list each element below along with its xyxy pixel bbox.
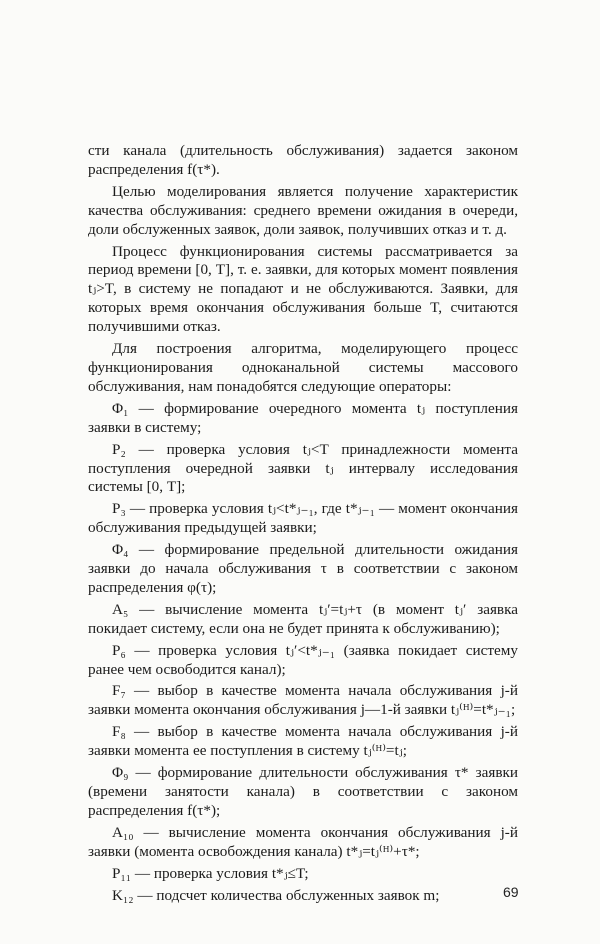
paragraph: Для построения алгоритма, моделирующего процесс функционирования одноканальной системы массового обслуживания, нам понадобятся следующие операторы: — [88, 340, 518, 395]
operator-item: Φ₄ — формирование предельной длительности ожидания заявки до начала обслуживания τ в соответствии с законом распределения φ(τ); — [88, 541, 518, 596]
operator-item: Φ₉ — формирование длительности обслуживания τ* заявки (времени занятости канала) в соответствии с законом распределения f(τ*); — [88, 764, 518, 819]
operator-item: P₆ — проверка условия tⱼ′<t*ⱼ₋₁ (заявка покидает систему ранее чем освободится канал); — [88, 641, 518, 678]
paragraph: Процесс функционирования системы рассматривается за период времени [0, T], т. е. заявки, для которых момент появления tⱼ>T, в систему не попадают и не обслуживаются. Заявки, для которых время окончания обслуживания больше T, считаются получившими отказ. — [88, 242, 518, 336]
operator-item: A₅ — вычисление момента tⱼ′=tⱼ+τ (в момент tⱼ′ заявка покидает систему, если она не будет принята к обслуживанию); — [88, 600, 518, 637]
page-number: 69 — [503, 884, 519, 900]
operator-item: A₁₀ — вычисление момента окончания обслуживания j-й заявки (момента освобождения канала) t*ⱼ=tⱼ⁽ᴴ⁾+τ*; — [88, 823, 518, 860]
operator-item: F₈ — выбор в качестве момента начала обслуживания j-й заявки момента ее поступления в систему tⱼ⁽ᴴ⁾=tⱼ; — [88, 723, 518, 760]
operator-item: P₃ — проверка условия tⱼ<t*ⱼ₋₁, где t*ⱼ₋₁ — момент окончания обслуживания предыдущей заявки; — [88, 500, 518, 537]
paragraph: сти канала (длительность обслуживания) задается законом распределения f(τ*). — [88, 142, 518, 178]
body-text — [88, 142, 518, 908]
operator-item: P₁₁ — проверка условия t*ⱼ≤T; — [112, 864, 309, 882]
paragraph: Целью моделирования является получение характеристик качества обслуживания: среднего времени ожидания в очереди, доли обслуженных заявок, доли заявок, получивших отказ и т. д. — [88, 182, 518, 238]
operator-item: P₂ — проверка условия tⱼ<T принадлежности момента поступления очередной заявки tⱼ интервалу исследования системы [0, T]; — [88, 440, 518, 496]
operator-item: Φ₁ — формирование очередного момента tⱼ поступления заявки в систему; — [88, 399, 518, 436]
operator-item: F₇ — выбор в качестве момента начала обслуживания j-й заявки момента окончания обслуживания j—1-й заявки tⱼ⁽ᴴ⁾=t*ⱼ₋₁; — [88, 682, 518, 719]
operator-item: K₁₂ — подсчет количества обслуженных заявок m; — [112, 886, 440, 904]
